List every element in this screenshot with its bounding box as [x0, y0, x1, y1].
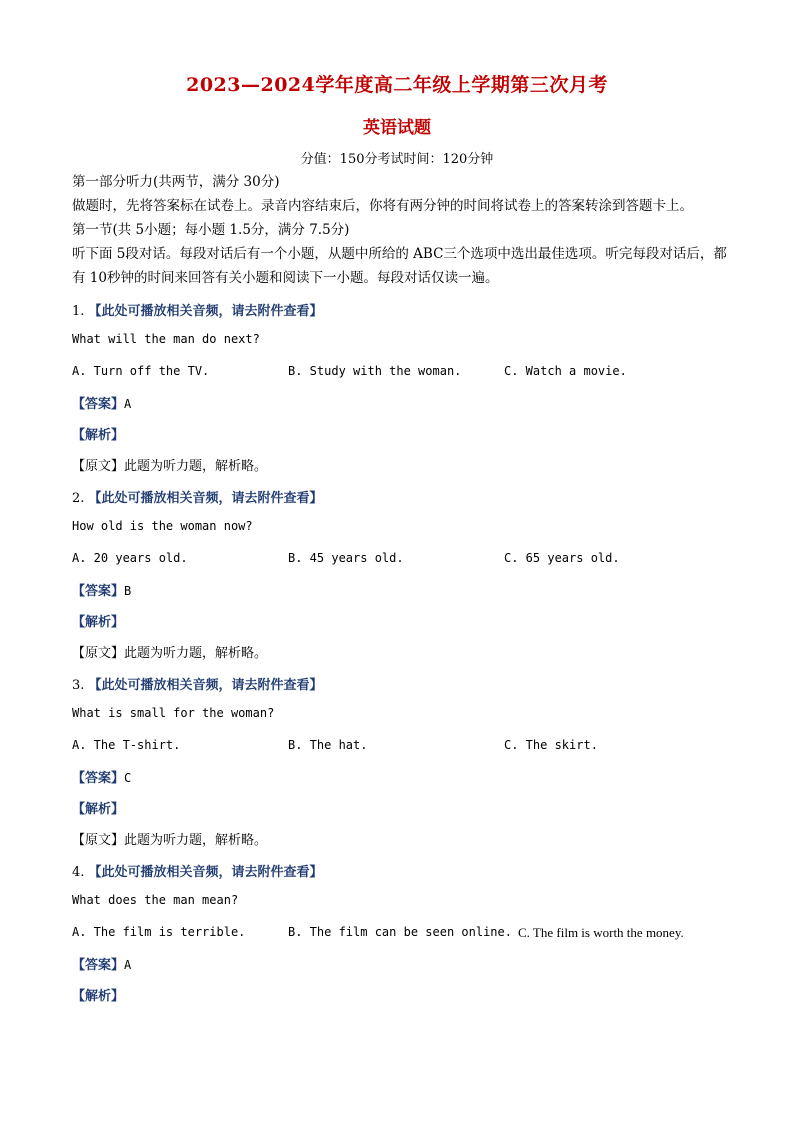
q2-option-b: B. 45 years old. [288, 551, 404, 565]
part-heading: 第一部分听力(共两节，满分 30分) [72, 174, 280, 190]
q4-answer: 【答案】A [72, 958, 132, 973]
q3-analysis: 【解析】 [72, 802, 125, 817]
question-2-header: 2. 【此处可播放相关音频，请去附件查看】 [72, 491, 323, 506]
q3-answer: 【答案】C [72, 771, 132, 786]
question-2-text: How old is the woman now? [72, 519, 253, 533]
q3-option-c: C. The skirt. [504, 738, 598, 752]
instruction-text: 做题时，先将答案标在试卷上。录音内容结束后，你将有两分钟的时间将试卷上的答案转涂到答题卡上。 [72, 198, 693, 214]
audio-link[interactable]: 【此处可播放相关音频，请去附件查看】 [88, 865, 323, 880]
q3-original: 【原文】此题为听力题，解析略。 [72, 833, 268, 848]
q3-option-a: A. The T-shirt. [72, 738, 181, 752]
q4-option-c: C. The film is worth the money. [518, 925, 684, 940]
audio-link[interactable]: 【此处可播放相关音频，请去附件查看】 [88, 304, 323, 319]
listening-intro [72, 170, 734, 290]
exam-meta: 分值：150分考试时间：120分钟 [300, 152, 494, 167]
q1-answer: 【答案】A [72, 397, 132, 412]
question-1-text: What will the man do next? [72, 332, 260, 346]
question-4-header: 4. 【此处可播放相关音频，请去附件查看】 [72, 865, 323, 880]
question-3-header: 3. 【此处可播放相关音频，请去附件查看】 [72, 678, 323, 693]
audio-link[interactable]: 【此处可播放相关音频，请去附件查看】 [88, 678, 323, 693]
q4-analysis: 【解析】 [72, 989, 125, 1004]
q1-analysis: 【解析】 [72, 428, 125, 443]
directions-text: 听下面 5段对话。每段对话后有一个小题，从题中所给的 ABC三个选项中选出最佳选项。听完每段对话后，都有 10秒钟的时间来回答有关小题和阅读下一小题。每段对话仅读一遍。 [72, 246, 727, 286]
q2-option-a: A. 20 years old. [72, 551, 188, 565]
section-heading: 第一节(共 5小题；每小题 1.5分，满分 7.5分) [72, 222, 350, 238]
audio-link[interactable]: 【此处可播放相关音频，请去附件查看】 [88, 491, 323, 506]
question-1-header: 1. 【此处可播放相关音频，请去附件查看】 [72, 304, 323, 319]
q1-option-b: B. Study with the woman. [288, 364, 462, 378]
q2-original: 【原文】此题为听力题，解析略。 [72, 646, 268, 661]
question-3-text: What is small for the woman? [72, 706, 275, 720]
q2-analysis: 【解析】 [72, 615, 125, 630]
q1-original: 【原文】此题为听力题，解析略。 [72, 459, 268, 474]
q1-option-c: C. Watch a movie. [504, 364, 627, 378]
exam-title: 2023—2024学年度高二年级上学期第三次月考 [186, 74, 608, 96]
question-4-text: What does the man mean? [72, 893, 239, 907]
q2-option-c: C. 65 years old. [504, 551, 620, 565]
q4-option-a: A. The film is terrible. [72, 925, 246, 939]
q2-answer: 【答案】B [72, 584, 132, 599]
q1-option-a: A. Turn off the TV. [72, 364, 210, 378]
exam-subtitle: 英语试题 [363, 118, 431, 138]
q3-option-b: B. The hat. [288, 738, 368, 752]
q4-option-b: B. The film can be seen online. [288, 925, 512, 939]
